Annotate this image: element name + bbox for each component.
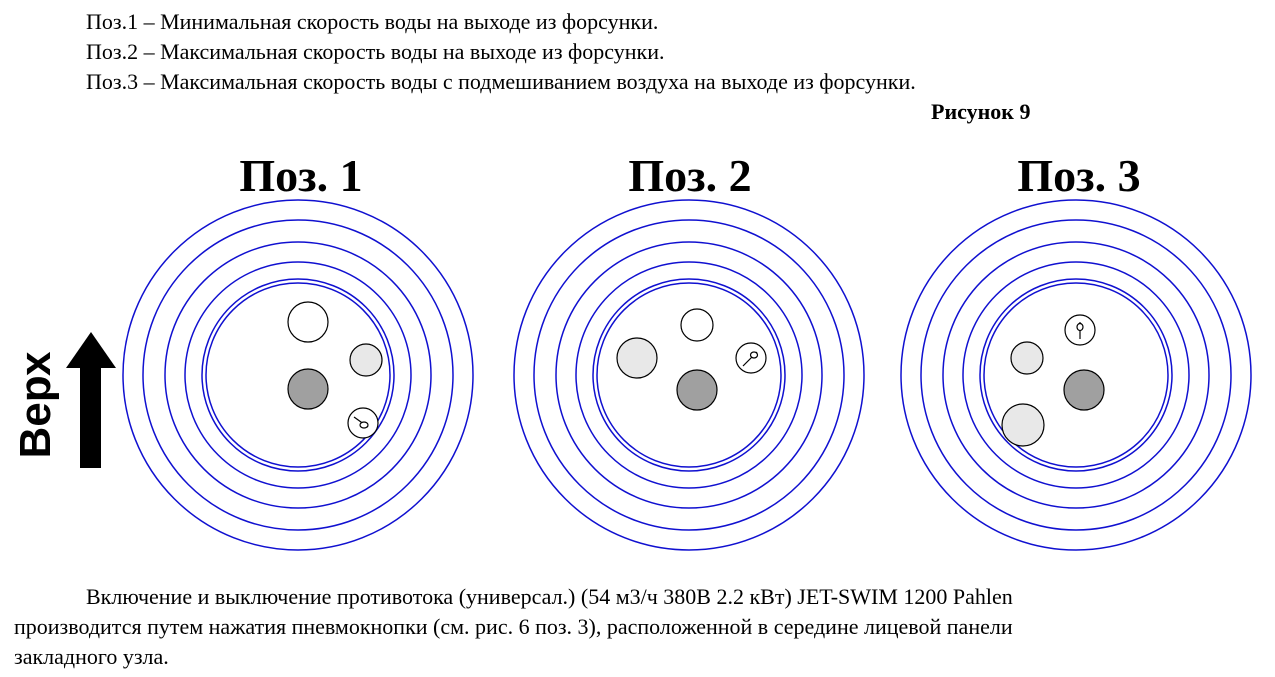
body-text-line-3: закладного узла. [14, 644, 169, 669]
position-3-nozzle-bottom-left [1002, 404, 1044, 446]
position-2-nozzle-center [677, 370, 717, 410]
up-arrow-icon [66, 332, 116, 468]
position-3 [901, 150, 1251, 550]
position-3-nozzle-center [1064, 370, 1104, 410]
position-2-nozzle-left [617, 338, 657, 378]
direction-label: Верх [11, 351, 60, 459]
position-1-nozzle-right [350, 344, 382, 376]
legend-line-1: Поз.1 – Минимальная скорость воды на выходе из форсунки. [86, 9, 659, 34]
figure-caption: Рисунок 9 [931, 99, 1031, 124]
body-text-line-1: Включение и выключение противотока (универсал.) (54 м3/ч 380В 2.2 кВт) JET-SWIM 1200 Pahlen [86, 584, 1013, 609]
legend-line-2: Поз.2 – Максимальная скорость воды на выходе из форсунки. [86, 39, 665, 64]
body-text-line-2: производится путем нажатия пневмокнопки (см. рис. 6 поз. 3), расположенной в середине лицевой панели [14, 614, 1013, 639]
position-2-nozzle-top [681, 309, 713, 341]
position-1-nozzle-top [288, 302, 328, 342]
position-3-title: Поз. 3 [1017, 150, 1141, 201]
position-1 [123, 150, 473, 550]
position-1-air-valve-icon [348, 408, 378, 438]
position-1-title: Поз. 1 [239, 150, 363, 201]
position-2 [514, 150, 864, 550]
position-3-nozzle-left [1011, 342, 1043, 374]
position-1-nozzle-center [288, 369, 328, 409]
position-2-air-valve-icon [736, 343, 766, 373]
legend-line-3: Поз.3 – Максимальная скорость воды с подмешиванием воздуха на выходе из форсунки. [86, 69, 916, 94]
position-3-air-valve-icon [1065, 315, 1095, 345]
position-2-title: Поз. 2 [628, 150, 752, 201]
